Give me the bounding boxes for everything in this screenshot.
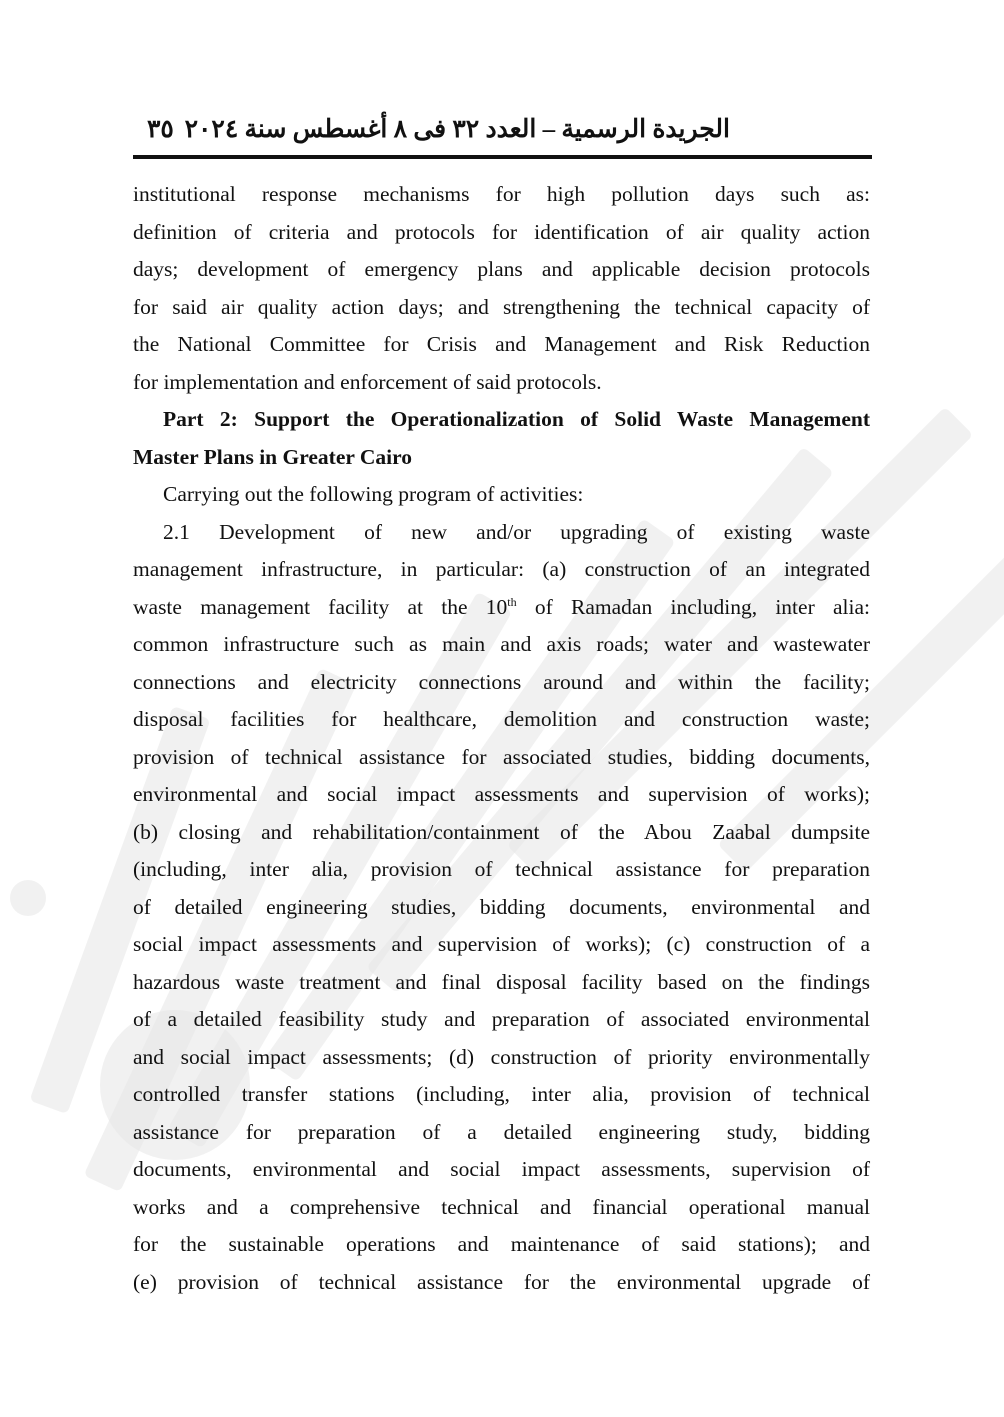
text-line: management infrastructure, in particular: (a) construction of an integrated [133,557,870,581]
gazette-title: الجريدة الرسمية – العدد ٣٢ فى ٨ أغسطس سنة ٢٠٢٤ [184,116,730,143]
text-line: (b) closing and rehabilitation/containment of the Abou Zaabal dumpsite [133,819,870,844]
text-line: Carrying out the following program of activities: [163,482,584,506]
text-line: for said air quality action days; and strengthening the technical capacity of [133,294,870,319]
text-line: (e) provision of technical assistance for the environmental upgrade of [133,1269,870,1294]
header-rule [133,155,872,159]
text-line: provision of technical assistance for associated studies, bidding documents, [133,744,870,769]
text-line: 2.1 Development of new and/or upgrading of existing waste [163,519,870,544]
text-line: definition of criteria and protocols for identification of air quality action [133,219,870,244]
page-number: ٣٥ [147,116,174,143]
text-line: (including, inter alia, provision of technical assistance for preparation [133,857,870,881]
text-line: and social impact assessments; (d) construction of priority environmentally [133,1044,870,1069]
text-segment: waste management facility at the 10 [133,594,508,619]
text-line: social impact assessments and supervision of works); (c) construction of a [133,932,870,956]
text-line [133,589,870,627]
section-heading-line: Part 2: Support the Operationalization of Solid Waste Management [163,407,870,431]
text-line: works and a comprehensive technical and financial operational manual [133,1194,870,1219]
text-line: assistance for preparation of a detailed engineering study, bidding [133,1119,870,1144]
text-line: institutional response mechanisms for high pollution days such as: [133,182,870,206]
text-line: days; development of emergency plans and applicable decision protocols [133,257,870,281]
text-line: connections and electricity connections around and within the facility; [133,669,870,694]
document-body [133,176,870,1301]
text-line: of detailed engineering studies, bidding documents, environmental and [133,894,870,919]
text-line: of a detailed feasibility study and preparation of associated environmental [133,1007,870,1031]
text-line: hazardous waste treatment and final disposal facility based on the findings [133,969,870,994]
text-line: disposal facilities for healthcare, demolition and construction waste; [133,707,870,731]
section-heading-line: Master Plans in Greater Cairo [133,444,413,469]
superscript: th [507,594,517,609]
text-line: documents, environmental and social impact assessments, supervision of [133,1157,870,1181]
text-segment: of Ramadan including, inter alia: [516,594,870,619]
text-line: for implementation and enforcement of said protocols. [133,369,602,394]
text-line: controlled transfer stations (including, inter alia, provision of technical [133,1082,870,1106]
page-header [133,112,870,152]
text-line: for the sustainable operations and maintenance of said stations); and [133,1232,870,1256]
text-line: common infrastructure such as main and axis roads; water and wastewater [133,632,870,656]
text-line: environmental and social impact assessments and supervision of works); [133,782,870,806]
text-line: the National Committee for Crisis and Management and Risk Reduction [133,332,870,356]
